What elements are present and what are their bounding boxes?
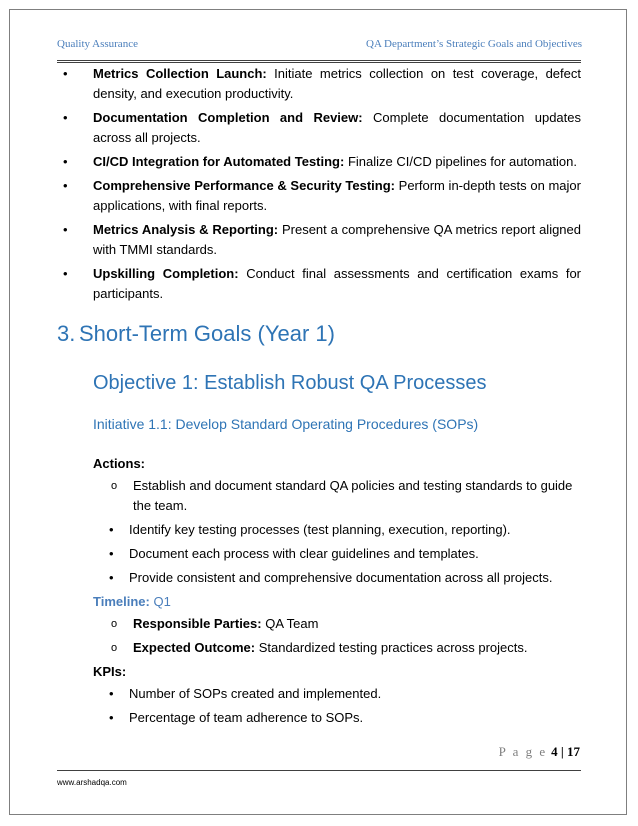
- actions-circle-list: [93, 476, 581, 516]
- parties-list: [93, 614, 581, 658]
- section-title: Short-Term Goals (Year 1): [79, 321, 335, 346]
- list-item: • Comprehensive Performance & Security Testing: Perform in-depth tests on major applications, with final reports.: [57, 176, 581, 216]
- list-item: • Document each process with clear guidelines and templates.: [93, 544, 581, 564]
- section-heading: [57, 320, 581, 348]
- footer-rule: [57, 770, 581, 771]
- actions-list: [93, 520, 581, 588]
- page-total: 17: [567, 744, 580, 759]
- header-left: Quality Assurance: [57, 38, 138, 50]
- list-item: • Metrics Analysis & Reporting: Present a comprehensive QA metrics report aligned with TMMI standards.: [57, 220, 581, 260]
- timeline: [93, 592, 581, 612]
- kpis-label: KPIs:: [93, 664, 127, 679]
- initiative-heading: Initiative 1.1: Develop Standard Operating Procedures (SOPs): [93, 416, 479, 432]
- page-header: [57, 38, 582, 50]
- page-word: P a g e: [498, 744, 548, 759]
- timeline-label: Timeline:: [93, 594, 150, 609]
- list-item: • Upskilling Completion: Conduct final assessments and certification exams for participants.: [57, 264, 581, 304]
- list-item: • Percentage of team adherence to SOPs.: [93, 708, 581, 728]
- list-item: • Documentation Completion and Review: Complete documentation updates across all projects.: [57, 108, 581, 148]
- timeline-value: Q1: [149, 594, 171, 609]
- kpis-list: [93, 684, 581, 728]
- header-right: QA Department’s Strategic Goals and Objectives: [366, 38, 582, 50]
- list-item: • Identify key testing processes (test planning, execution, reporting).: [93, 520, 581, 540]
- list-item: o Expected Outcome: Standardized testing practices across projects.: [93, 638, 581, 658]
- page-number: P a g e 4 | 17: [498, 744, 580, 759]
- list-item: • Provide consistent and comprehensive documentation across all projects.: [93, 568, 581, 588]
- list-item: o Responsible Parties: QA Team: [93, 614, 581, 634]
- milestone-list: [57, 64, 581, 304]
- section-number: 3.: [57, 321, 76, 346]
- list-item: o Establish and document standard QA policies and testing standards to guide the team.: [93, 476, 581, 516]
- objective-heading: Objective 1: Establish Robust QA Processes: [93, 372, 487, 394]
- page-content: [57, 64, 581, 732]
- footer-url: www.arshadqa.com: [57, 778, 127, 787]
- header-rule: [57, 60, 581, 63]
- page-current: 4: [551, 744, 558, 759]
- actions-label: Actions:: [93, 456, 145, 471]
- list-item: • CI/CD Integration for Automated Testing: Finalize CI/CD pipelines for automation.: [57, 152, 581, 172]
- list-item: • Number of SOPs created and implemented.: [93, 684, 581, 704]
- list-item: • Metrics Collection Launch: Initiate metrics collection on test coverage, defect density, and execution productivity.: [57, 64, 581, 104]
- initiative-body: [93, 454, 581, 728]
